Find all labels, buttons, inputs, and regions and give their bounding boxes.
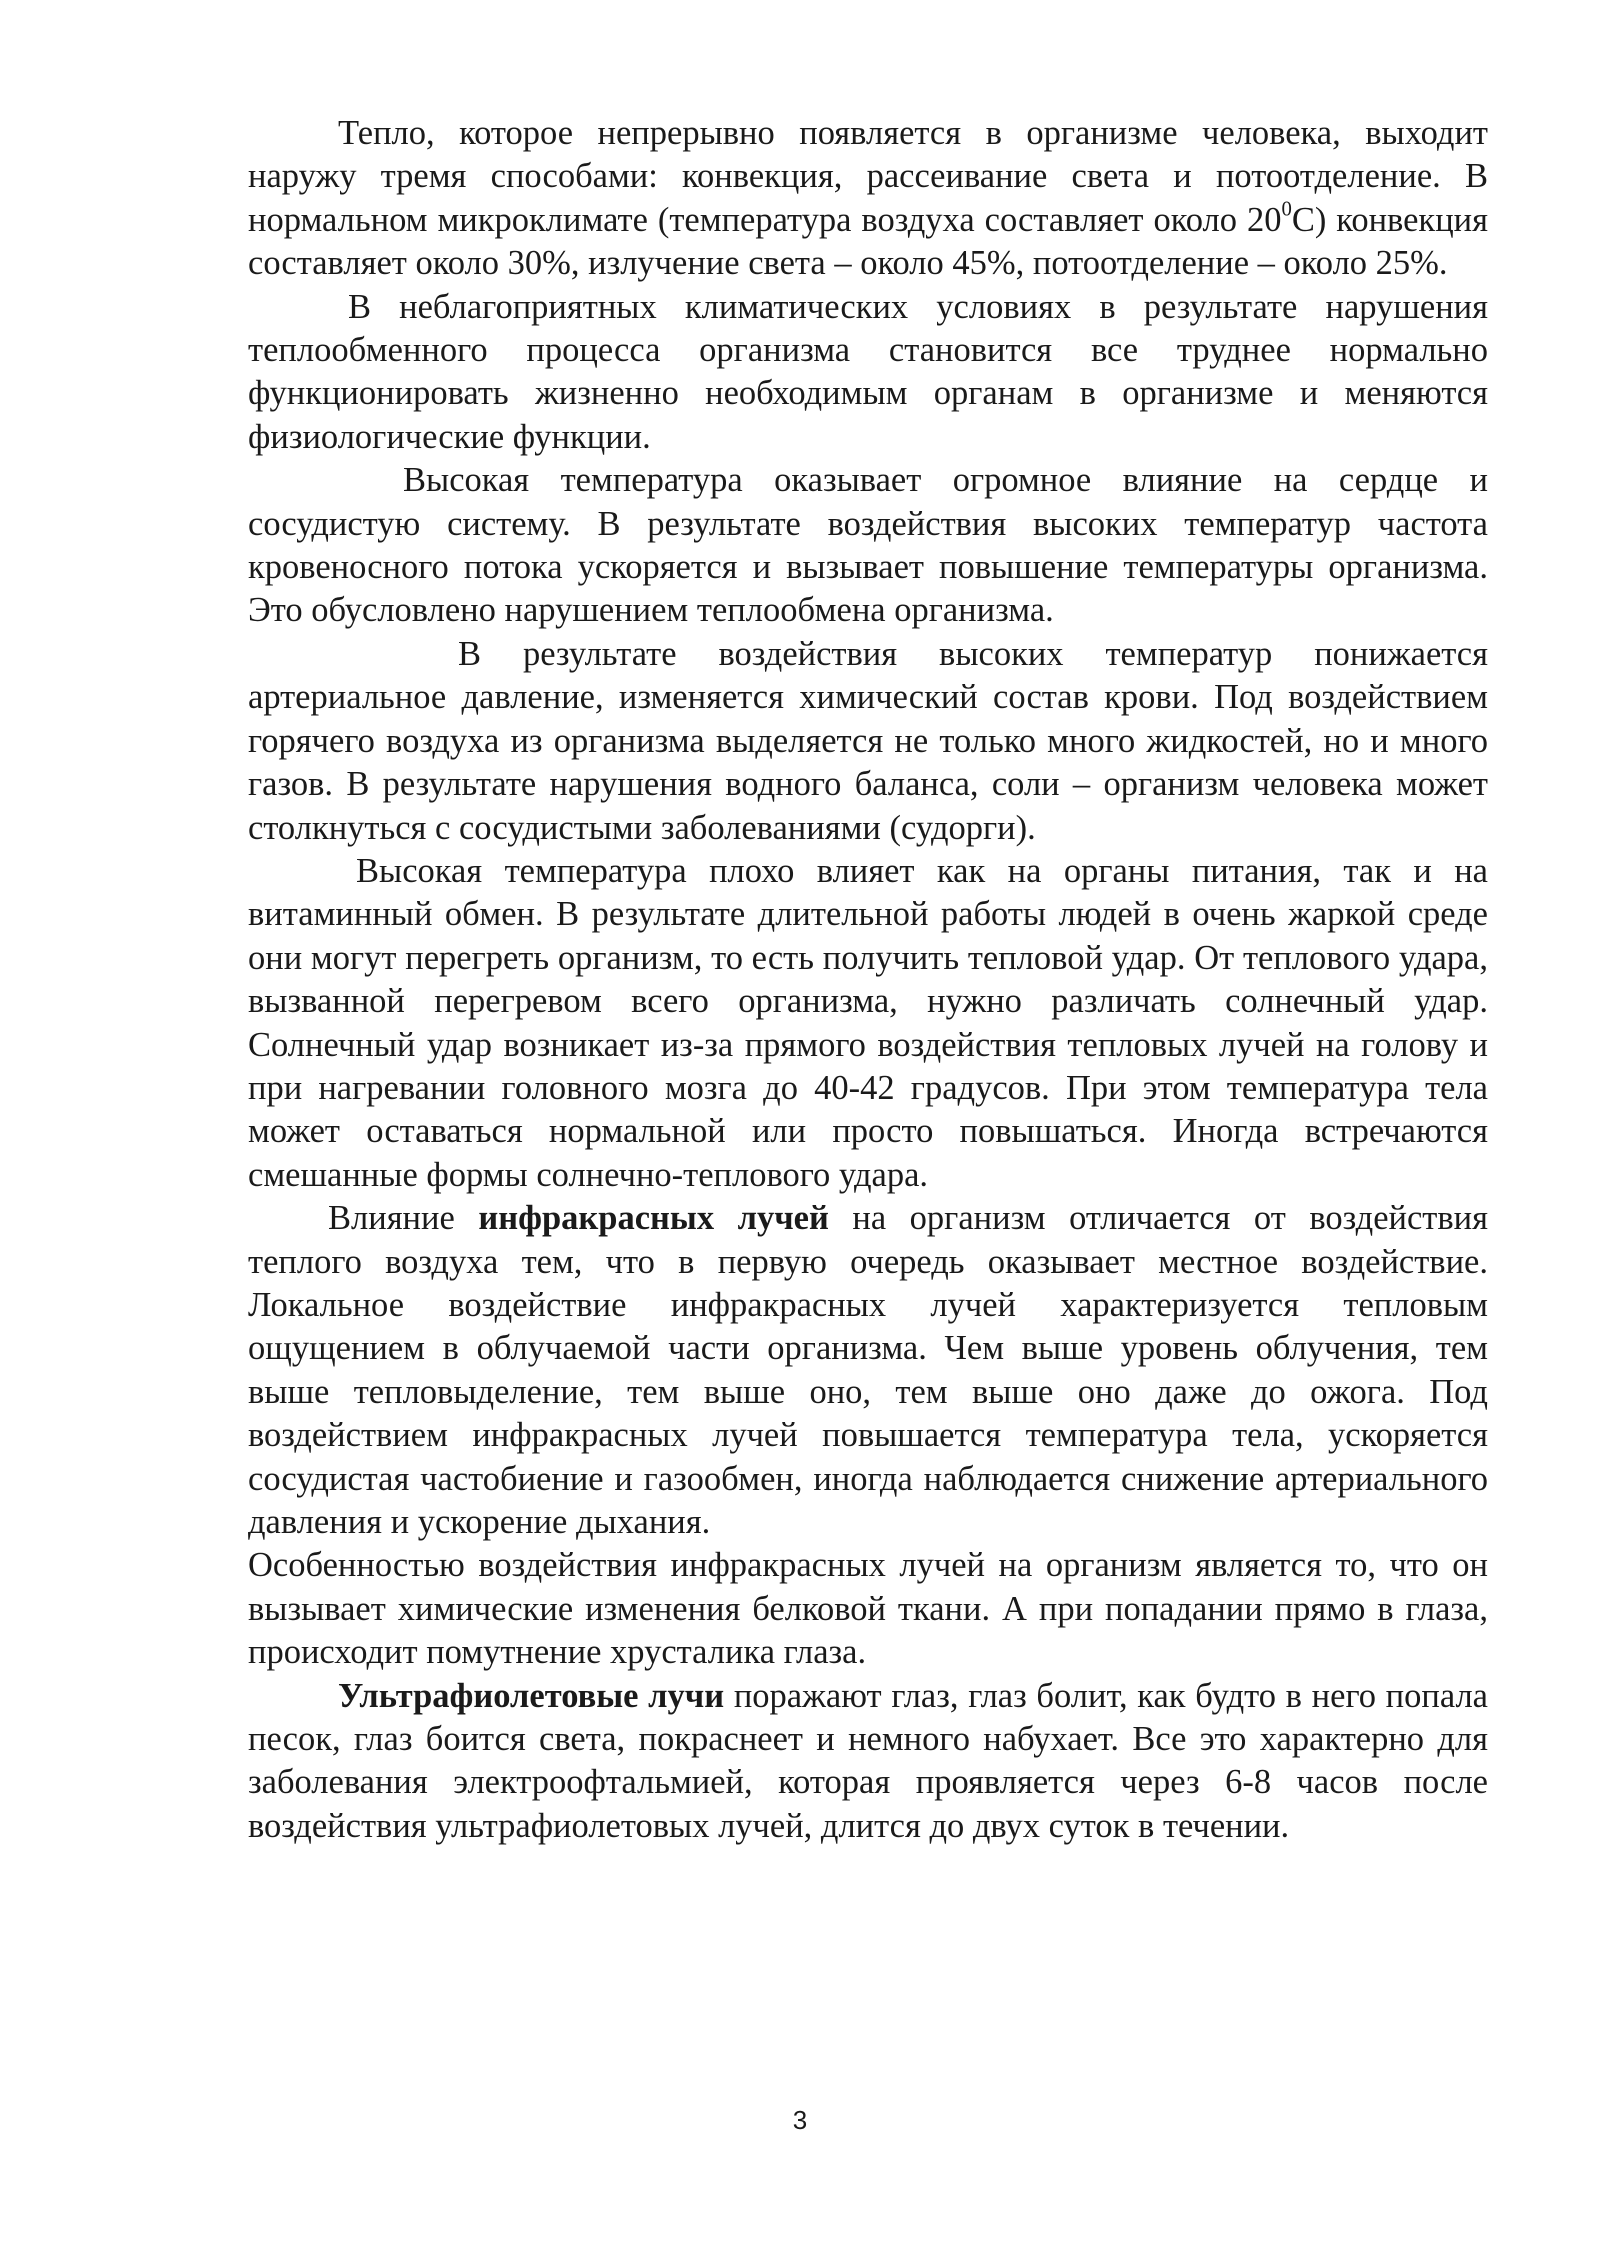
bold-term-infrared: инфракрасных лучей	[478, 1199, 829, 1238]
paragraph-text: на организм отличается от воздействия теплого воздуха тем, что в первую очередь оказывает местное воздействие. Локальное воздействие инфракрасных лучей характеризуется тепловым ощущением в облучаемой части организма. Чем выше уровень облучения, тем выше тепловыделение, тем выше оно, тем выше оно даже до ожога. Под воздействием инфракрасных лучей повышается температура тела, ускоряется сосудистая частобиение и газообмен, иногда наблюдается снижение артериального давления и ускорение дыхания.	[248, 1199, 1488, 1541]
paragraph-infrared-rays	[248, 1197, 1488, 1544]
degree-superscript: 0	[1281, 198, 1292, 221]
paragraph-heat-stroke: Высокая температура плохо влияет как на органы питания, так и на витаминный обмен. В результате длительной работы людей в очень жаркой среде они могут перегреть организм, то есть получить тепловой удар. От теплового удара, вызванной перегревом всего организма, нужно различать солнечный удар. Солнечный удар возникает из-за прямого воздействия тепловых лучей на голову и при нагревании головного мозга до 40-42 градусов. При этом температура тела может оставаться нормальной или просто повышаться. Иногда встречаются смешанные формы солнечно-теплового удара.	[248, 851, 1488, 1194]
paragraph-text: поражают глаз, глаз болит, как будто в него попала песок, глаз боится света, покраснеет и немного набухает. Все это характерно для заболевания электроофтальмией, которая проявляется через 6-8 часов после воздействия ультрафиолетовых лучей, длится до двух суток в течении.	[248, 1676, 1488, 1845]
paragraph-infrared-features: Особенностью воздействия инфракрасных лучей на организм является то, что он вызывает химические изменения белковой ткани. А при попадании прямо в глаза, происходит помутнение хрусталика глаза.	[248, 1546, 1488, 1672]
paragraph-heat-output	[248, 112, 1488, 286]
paragraph-blood-pressure: В результате воздействия высоких температур понижается артериальное давление, изменяется химический состав крови. Под воздействием горячего воздуха из организма выделяется не только много жидкостей, но и много газов. В результате нарушения водного баланса, соли – организм человека может столкнуться с сосудистыми заболеваниями (судорги).	[248, 634, 1488, 847]
paragraph-high-temperature-heart: Высокая температура оказывает огромное влияние на сердце и сосудистую систему. В результате воздействия высоких температур частота кровеносного потока ускоряется и вызывает повышение температуры организма. Это обусловлено нарушением теплообмена организма.	[248, 461, 1488, 630]
paragraph-ultraviolet-rays	[248, 1675, 1488, 1849]
page-number: 3	[792, 2105, 808, 2135]
paragraph-text: Влияние	[328, 1199, 479, 1238]
paragraph-climate-conditions: В неблагоприятных климатических условиях в результате нарушения теплообменного процесса организма становится все труднее нормально функционировать жизненно необходимым органам в организме и меняются физиологические функции.	[248, 287, 1488, 456]
bold-term-ultraviolet: Ультрафиолетовые лучи	[338, 1676, 725, 1715]
paragraph-text: Тепло, которое непрерывно появляется в организме человека, выходит наружу тремя способами: конвекция, рассеивание света и потоотделение. В нормальном микроклимате (температура воздуха составляет около 20	[248, 114, 1488, 239]
paragraph-text: С) конвекция составляет около 30%, излучение света – около 45%, потоотделение – около 25%.	[248, 200, 1488, 283]
document-page	[248, 112, 1488, 1848]
